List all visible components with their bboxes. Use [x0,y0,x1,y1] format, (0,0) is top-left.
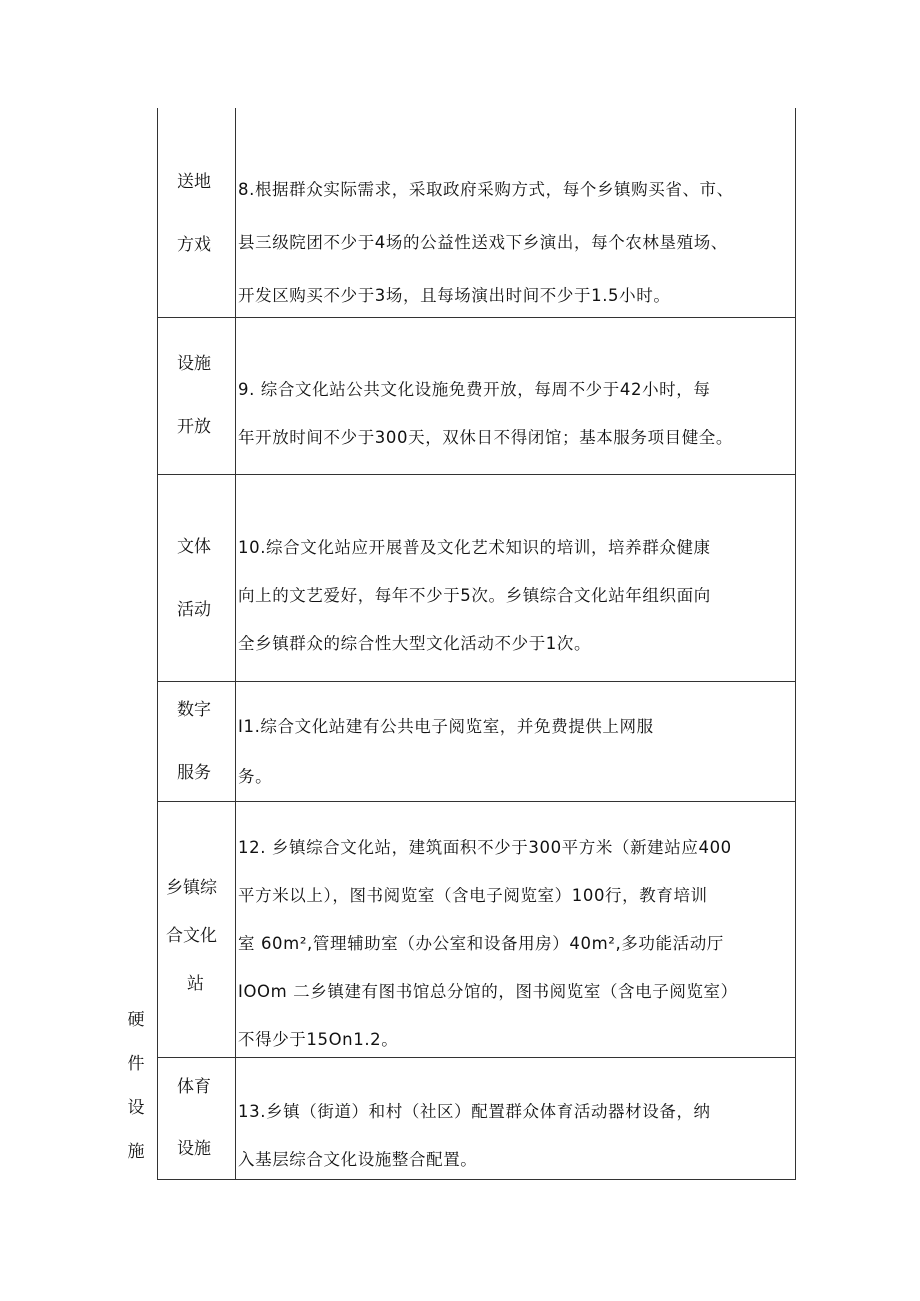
content-line: 全乡镇群众的综合性大型文化活动不少于1次。 [238,634,592,653]
content-line: 不得少于15On1.2。 [238,1030,399,1049]
row-category-line: 站 [187,974,204,994]
side-label-char: 件 [127,1054,145,1074]
content-line: 9. 综合文化站公共文化设施免费开放，每周不少于42小时，每 [238,380,711,399]
content-line: 12. 乡镇综合文化站，建筑面积不少于300平方米（新建站应400 [238,838,732,857]
content-line: 年开放时间不少于300天，双休日不得闭馆；基本服务项目健全。 [238,428,733,447]
row-category-line: 开放 [177,417,211,437]
row-category-line: 合文化 [166,926,217,946]
row-category-line: 数字 [177,700,211,720]
table-left-border [157,108,158,1180]
row-category-line: 送地 [177,172,211,192]
side-label-char: 施 [127,1142,145,1162]
row-category-line: 活动 [177,600,211,620]
row-content [238,1088,798,1184]
content-line: 开发区购买不少于3场，且每场演出时间不少于1.5小时。 [238,286,671,305]
row-category-line: 设施 [177,354,211,374]
content-line: 10.综合文化站应开展普及文化艺术知识的培训，培养群众健康 [238,538,711,557]
row-content [238,824,798,1064]
row-category-line: 乡镇综 [166,878,217,898]
side-label-char: 设 [127,1098,145,1118]
content-line: 县三级院团不少于4场的公益性送戏下乡演出，每个农林垦殖场、 [238,233,728,252]
content-line: I1.综合文化站建有公共电子阅览室，并免费提供上网服 [238,717,654,736]
row-content [238,702,798,802]
section-side-label [124,1005,148,1181]
content-line: 入基层综合文化设施整合配置。 [238,1150,478,1169]
content-line: 向上的文艺爱好，每年不少于5次。乡镇综合文化站年组织面向 [238,586,711,605]
row-content [238,163,798,322]
table-column-divider [235,108,236,1180]
row-category-line: 文体 [177,537,211,557]
content-line: IOOm 二乡镇建有图书馆总分馆的，图书阅览室（含电子阅览室） [238,982,738,1001]
row-divider [157,474,796,475]
side-label-char: 硬 [127,1010,145,1030]
content-line: 8.根据群众实际需求，采取政府采购方式，每个乡镇购买省、市、 [238,180,734,199]
content-line: 室 60m²,管理辅助室（办公室和设备用房）40m²,多功能活动厅 [238,934,724,953]
row-content [238,524,798,668]
row-divider [157,681,796,682]
content-line: 平方米以上），图书阅览室（含电子阅览室）100行，教育培训 [238,886,708,905]
row-content [238,366,798,462]
row-category-line: 设施 [177,1139,211,1159]
content-line: 13.乡镇（街道）和村（社区）配置群众体育活动器材设备，纳 [238,1102,711,1121]
content-line: 务。 [238,767,273,786]
row-category-line: 方戏 [177,235,211,255]
row-category-line: 服务 [177,763,211,783]
row-category-line: 体育 [177,1077,211,1097]
